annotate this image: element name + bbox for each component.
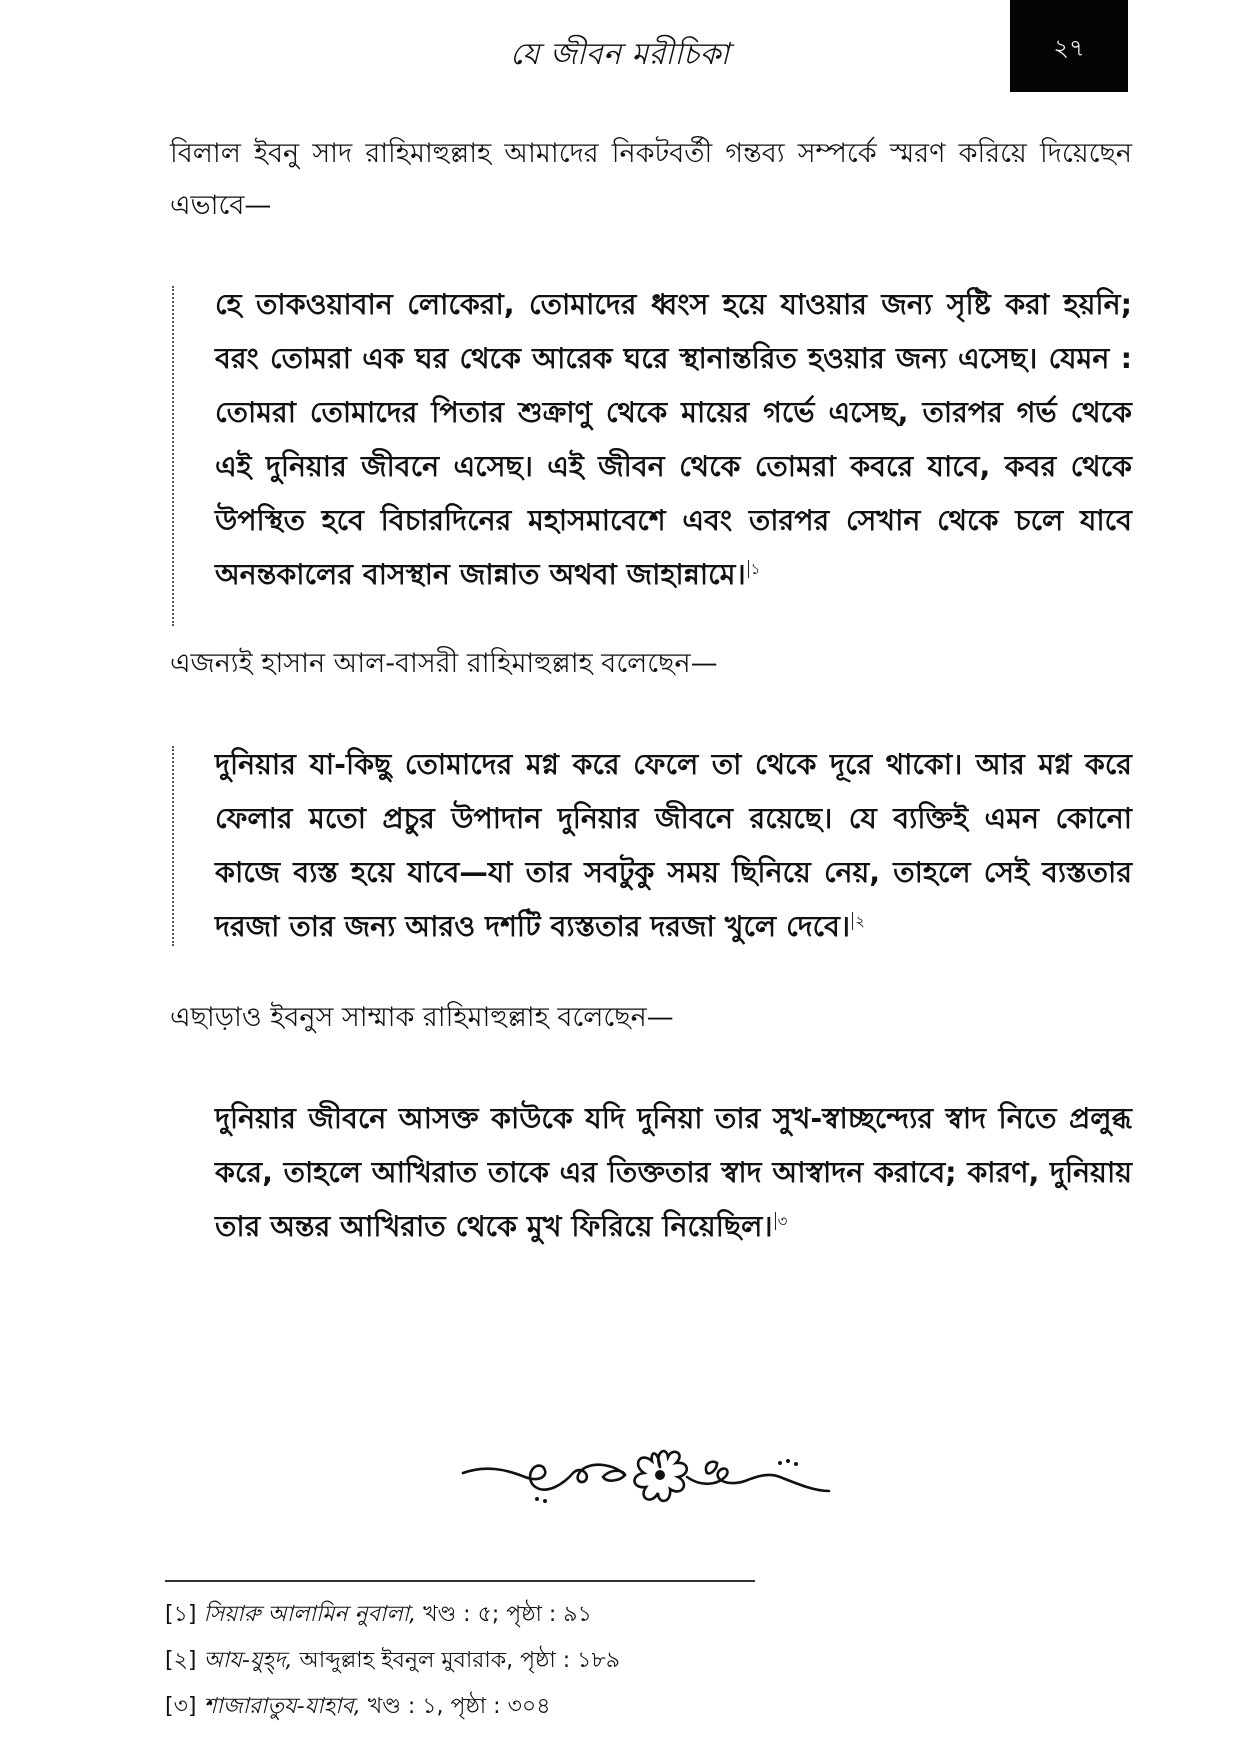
floral-divider-icon <box>455 1425 835 1515</box>
quote-hasan-basri <box>170 738 1132 954</box>
footnote-number: [১] <box>165 1602 197 1627</box>
quote-bilal-ibn-sad <box>170 278 1132 602</box>
page-number: ২৭ <box>1053 34 1085 62</box>
footnote-marker-3[interactable]: ৩ <box>775 1212 788 1230</box>
quote-text: হে তাকওয়াবান লোকেরা, তোমাদের ধ্বংস হয়ে যাওয়ার জন্য সৃষ্টি করা হয়নি; বরং তোমরা এক ঘর থেকে আরেক ঘরে স্থানান্তরিত হওয়ার জন্য এসেছ। যেমন : তোমরা তোমাদের পিতার শুক্রাণু থেকে মায়ের গর্ভে এসেছ, তারপর গর্ভ থেকে এই দুনিয়ার জীবনে এসেছ। এই জীবন থেকে তোমরা কবরে যাবে, কবর থেকে উপস্থিত হবে বিচারদিনের মহাসমাবেশে এবং তারপর সেখান থেকে চলে যাবে অনন্তকালের বাসস্থান জান্নাত অথবা জাহান্নামে। <box>215 288 1132 591</box>
footnote-number: [২] <box>165 1648 197 1673</box>
page-number-box <box>1010 0 1128 92</box>
quote-side-bar <box>172 286 174 626</box>
footnote-2 <box>165 1638 865 1684</box>
intro-paragraph-ibn-sammak: এছাড়াও ইবনুস সাম্মাক রাহিমাহুল্লাহ বলেছেন— <box>170 1002 674 1033</box>
footnote-source-details: খণ্ড : ৫; পৃষ্ঠা : ৯১ <box>416 1602 592 1627</box>
footnote-marker-2[interactable]: ২ <box>852 912 865 930</box>
footnote-source-details: খণ্ড : ১, পৃষ্ঠা : ৩০৪ <box>360 1694 551 1719</box>
quote-ibn-sammak <box>170 1092 1132 1254</box>
page-body <box>170 128 1132 1254</box>
footnote-3 <box>165 1684 865 1730</box>
footnote-source-title: শাজারাতুয-যাহাব, <box>203 1694 361 1719</box>
quote-text: দুনিয়ার জীবনে আসক্ত কাউকে যদি দুনিয়া তার সুখ-স্বাচ্ছন্দ্যের স্বাদ নিতে প্রলুব্ধ করে, তাহলে আখিরাত তাকে এর তিক্ততার স্বাদ আস্বাদন করাবে; কারণ, দুনিয়ায় তার অন্তর আখিরাত থেকে মুখ ফিরিয়ে নিয়েছিল। <box>215 1102 1132 1243</box>
running-header <box>0 0 1240 95</box>
running-title: যে জীবন মরীচিকা <box>510 37 730 72</box>
quote-text: দুনিয়ার যা-কিছু তোমাদের মগ্ন করে ফেলে তা থেকে দূরে থাকো। আর মগ্ন করে ফেলার মতো প্রচুর উপাদান দুনিয়ার জীবনে রয়েছে। যে ব্যক্তিই এমন কোনো কাজে ব্যস্ত হয়ে যাবে—যা তার সবটুকু সময় ছিনিয়ে নেয়, তাহলে সেই ব্যস্ততার দরজা তার জন্য আরও দশটি ব্যস্ততার দরজা খুলে দেবে। <box>215 748 1132 943</box>
footnote-1 <box>165 1592 865 1638</box>
intro-paragraph-bilal: বিলাল ইবনু সাদ রাহিমাহুল্লাহ আমাদের নিকটবর্তী গন্তব্য সম্পর্কে স্মরণ করিয়ে দিয়েছেন এভাবে— <box>170 138 1132 221</box>
footnote-source-details: আব্দুল্লাহ ইবনুল মুবারাক, পৃষ্ঠা : ১৮৯ <box>292 1648 621 1673</box>
footnote-source-title: আয-যুহ্দ, <box>203 1648 293 1673</box>
footnote-divider <box>165 1580 755 1582</box>
footnote-number: [৩] <box>165 1694 197 1719</box>
footnote-source-title: সিয়ারু আলামিন নুবালা, <box>203 1602 417 1627</box>
intro-paragraph-hasan-basri: এজন্যই হাসান আল-বাসরী রাহিমাহুল্লাহ বলেছেন— <box>170 648 718 679</box>
footnote-marker-1[interactable]: ১ <box>748 560 761 578</box>
quote-side-bar <box>172 746 174 946</box>
footnotes <box>165 1592 865 1730</box>
